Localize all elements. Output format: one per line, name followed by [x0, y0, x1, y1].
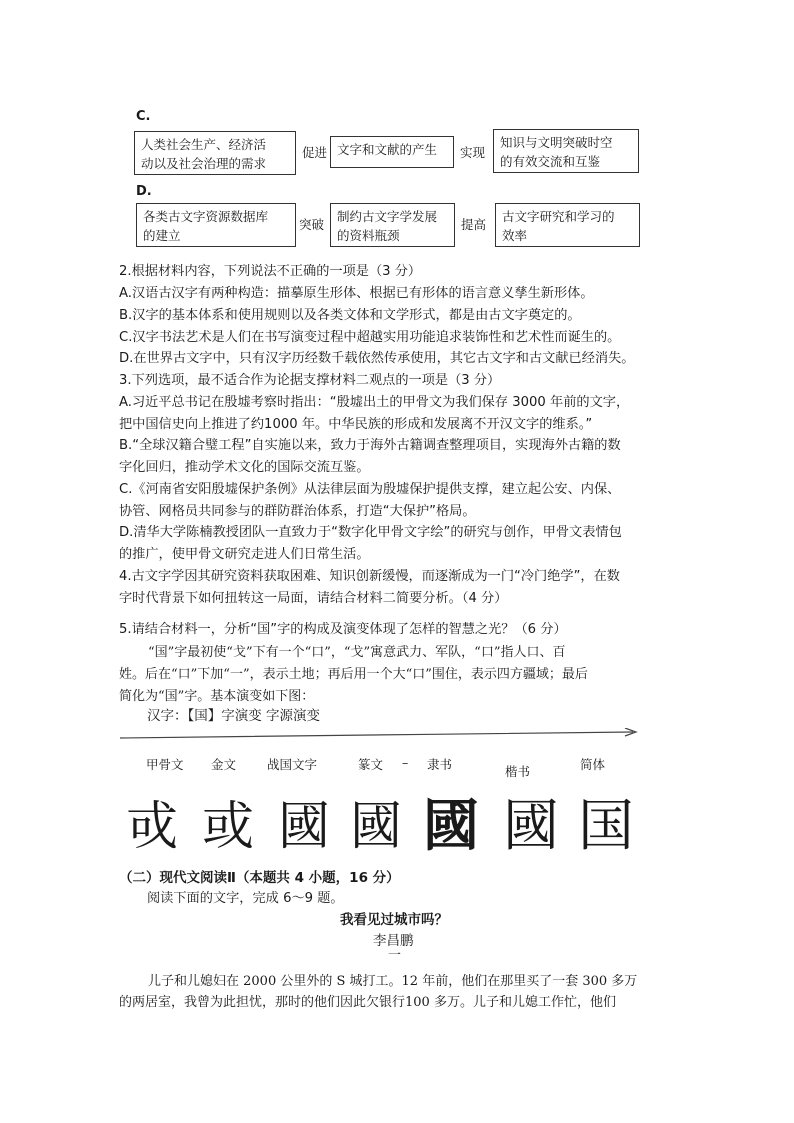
question-2-option-c: C.汉字书法艺术是人们在书写演变过程中超越实用功能追求装饰性和艺术性而诞生的。 [119, 330, 621, 345]
diagram-c-box-exchange [493, 129, 639, 173]
box-line: 文字和文献的产生 [337, 142, 438, 157]
question-4-stem: 4.古文字学因其研究资料获取困难、知识创新缓慢，而逐渐成为一门“冷门绝学”，在数 [119, 569, 620, 584]
era-warring-states: 战国文字 [267, 757, 318, 772]
diagram-c-box-needs [134, 131, 296, 175]
box-line: 知识与文明突破时空 [500, 135, 613, 150]
box-line: 人类社会生产、经济活 [141, 137, 267, 152]
question-3-option-d: D.清华大学陈楠教授团队一直致力于“数字化甲骨文字绘”的研究与创作，甲骨文表情包 [119, 525, 622, 540]
question-3-option-c: C.《河南省安阳殷墟保护条例》从法律层面为殷墟保护提供支撑，建立起公安、内保、 [119, 482, 621, 497]
article-paragraph-line: 的两居室，我曾为此担忧，那时的他们因此欠银行100 多万。儿子和儿媳工作忙，他们 [119, 995, 616, 1010]
option-c-label: C. [136, 109, 151, 124]
glyph-seal: 國 [350, 797, 403, 857]
box-line: 效率 [502, 228, 528, 243]
diagram-d-box-efficiency [495, 203, 640, 247]
diagram-c-connector-realize: 实现 [460, 145, 486, 160]
question-3-option-b-cont: 字化回归，推动学术文化的国际交流互鉴。 [119, 460, 370, 475]
article-author: 李昌鹏 [373, 933, 414, 949]
section-2-intro: 阅读下面的文字，完成 6～9 题。 [147, 891, 344, 906]
glyph-oracle-bone: 戓 [126, 797, 179, 857]
question-3-option-a-cont: 把中国信史向上推进了约1000 年。中华民族的形成和发展离不开汉文字的维系。” [119, 417, 593, 432]
question-3-option-d-cont: 的推广，使甲骨文研究走进人们日常生活。 [119, 547, 370, 562]
diagram-d-box-bottleneck [330, 203, 455, 247]
glyph-bronze: 或 [202, 797, 255, 857]
question-5-text: “国”字最初使“戈”下有一个“口”，“戈”寓意武力、军队，“口”指人口、百 [148, 645, 566, 660]
box-line: 动以及社会治理的需求 [141, 156, 267, 171]
era-dash: – [402, 755, 409, 770]
box-line: 各类古文字资源数据库 [143, 209, 269, 224]
question-2-stem: 2.根据材料内容，下列说法不正确的一项是（3 分） [119, 264, 422, 279]
diagram-d-connector-improve: 提高 [461, 217, 487, 232]
era-seal: 篆文 [358, 757, 384, 772]
question-3-stem: 3.下列选项，最不适合作为论据支撑材料二观点的一项是（3 分） [119, 373, 501, 388]
era-regular: 楷书 [505, 764, 531, 779]
figure-caption: 汉字：【国】字演变 字源演变 [147, 708, 321, 724]
question-5-text: 姓。后在“口”下加“一”，表示土地；再后用一个大“口”围住，表示四方疆域；最后 [119, 667, 588, 682]
box-line: 的建立 [143, 228, 181, 243]
diagram-d-connector-break: 突破 [299, 217, 325, 232]
era-oracle-bone: 甲骨文 [146, 757, 184, 772]
question-5-stem: 5.请结合材料一，分析“国”字的构成及演变体现了怎样的智慧之光？（6 分） [119, 622, 567, 637]
article-section-number: 一 [388, 948, 402, 963]
question-4-stem-cont: 字时代背景下如何扭转这一局面，请结合材料二简要分析。（4 分） [119, 591, 508, 606]
question-5-text: 简化为“国”字。基本演变如下图： [119, 689, 315, 704]
question-3-option-b: B.“全球汉籍合璧工程”自实施以来，致力于海外古籍调查整理项目，实现海外古籍的数 [119, 438, 621, 453]
glyph-evolution-row [118, 782, 658, 859]
era-simplified: 简体 [580, 757, 606, 772]
diagram-d-box-database [136, 203, 296, 247]
question-2-option-b: B.汉字的基本体系和使用规则以及各类文体和文学形式，都是由古文字奠定的。 [119, 308, 581, 323]
era-bronze: 金文 [211, 757, 237, 772]
question-2-option-d: D.在世界古文字中，只有汉字历经数千载依然传承使用，其它古文字和古文献已经消失。 [119, 351, 635, 366]
era-clerical: 隶书 [427, 757, 453, 772]
glyph-clerical: 國 [423, 794, 479, 859]
box-line: 的有效交流和互鉴 [500, 154, 601, 169]
diagram-c-box-texts [330, 136, 454, 168]
question-3-option-a: A.习近平总书记在殷墟考察时指出：“殷墟出土的甲骨文为我们保存 3000 年前的文字， [119, 395, 630, 410]
diagram-c-connector-promote: 促进 [302, 145, 328, 160]
article-title: 我看见过城市吗？ [340, 912, 448, 928]
box-line: 的资料瓶颈 [337, 228, 400, 243]
glyph-simplified: 国 [578, 794, 634, 859]
option-d-label: D. [136, 184, 152, 199]
timeline-arrow [118, 728, 643, 744]
glyph-regular: 國 [503, 794, 559, 859]
box-line: 制约古文字学发展 [337, 209, 438, 224]
question-3-option-c-cont: 协管、网格员共同参与的群防群治体系，打造“大保护”格局。 [119, 504, 476, 519]
section-2-title: （二）现代文阅读Ⅱ（本题共 4 小题，16 分） [119, 870, 400, 886]
box-line: 古文字研究和学习的 [502, 209, 615, 224]
article-paragraph-line: 儿子和儿媳妇在 2000 公里外的 S 城打工。12 年前，他们在那里买了一套 300 多万 [148, 974, 638, 989]
question-2-option-a: A.汉语古汉字有两种构造：描摹原生形体、根据已有形体的语言意义孳生新形体。 [119, 286, 594, 301]
glyph-warring-states: 國 [278, 797, 331, 857]
